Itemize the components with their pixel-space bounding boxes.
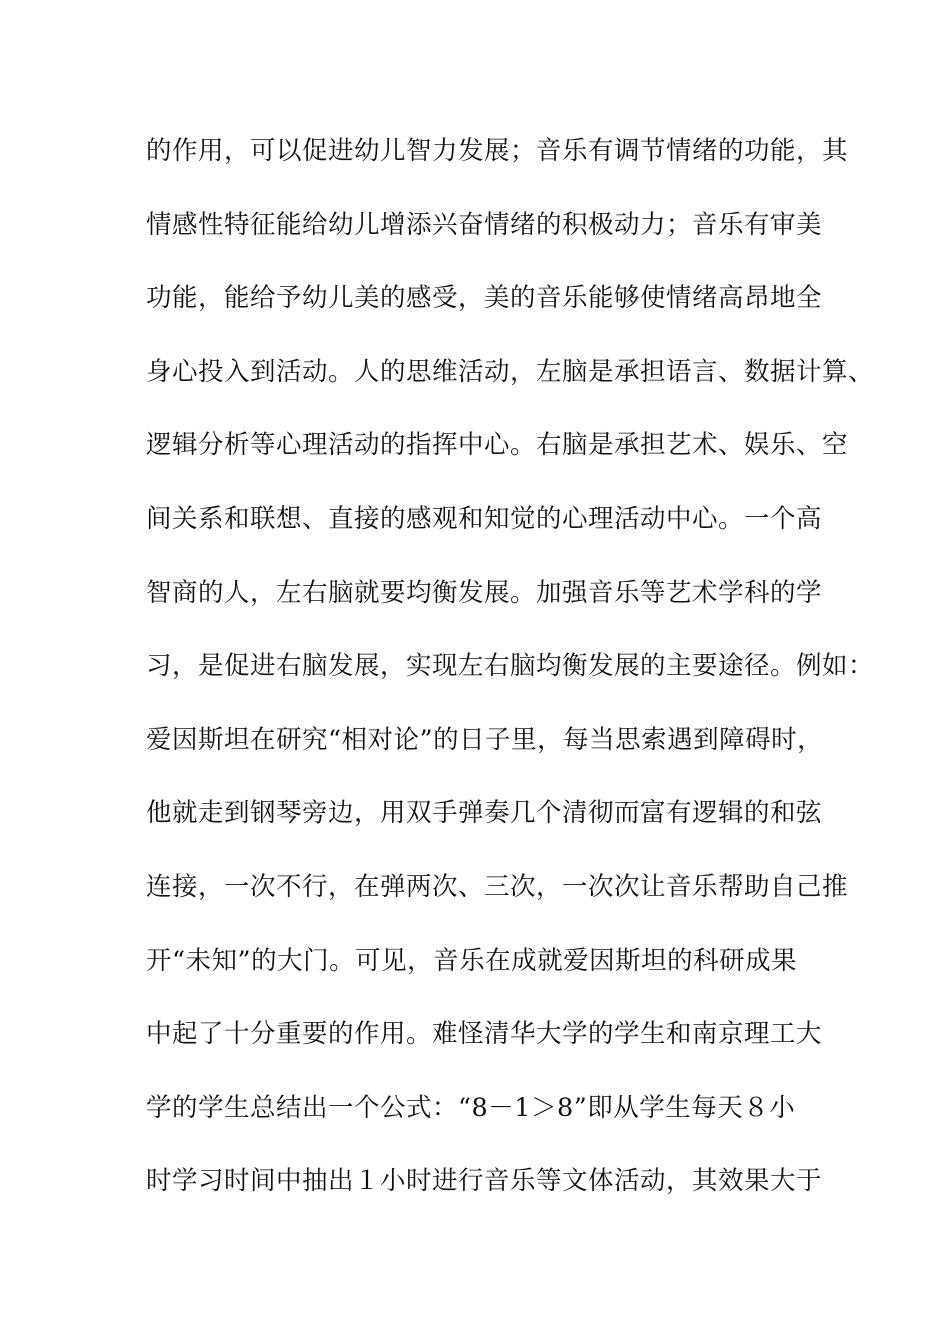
text-line: 间关系和联想、直接的感观和知觉的心理活动中心。一个高 (146, 503, 823, 534)
text-line: 身心投入到活动。人的思维活动，左脑是承担语言、数据计算、 (146, 356, 875, 387)
text-line: 功能，能给予幼儿美的感受，美的音乐能够使情绪高昂地全 (146, 283, 823, 314)
text-line: 学的学生总结出一个公式：“8－1＞8”即从学生每天８小 (146, 1092, 796, 1123)
text-line: 情感性特征能给幼儿增添兴奋情绪的积极动力；音乐有审美 (146, 209, 823, 240)
text-line: 的作用，可以促进幼儿智力发展；音乐有调节情绪的功能，其 (146, 136, 849, 166)
text-line: 中起了十分重要的作用。难怪清华大学的学生和南京理工大 (146, 1019, 823, 1050)
body-text (146, 125, 875, 1229)
text-line: 开“未知”的大门。可见，音乐在成就爱因斯坦的科研成果 (146, 945, 798, 976)
text-line: 智商的人，左右脑就要均衡发展。加强音乐等艺术学科的学 (146, 577, 823, 608)
text-line: 逻辑分析等心理活动的指挥中心。右脑是承担艺术、娱乐、空 (146, 430, 849, 461)
text-line: 时学习时间中抽出１小时进行音乐等文体活动，其效果大于 (146, 1166, 823, 1197)
text-line: 连接，一次不行，在弹两次、三次，一次次让音乐帮助自己推 (146, 871, 849, 902)
text-line: 习，是促进右脑发展，实现左右脑均衡发展的主要途径。例如： (146, 651, 875, 682)
text-line: 爱因斯坦在研究“相对论”的日子里，每当思索遇到障碍时， (146, 724, 824, 755)
text-line: 他就走到钢琴旁边，用双手弹奏几个清彻而富有逻辑的和弦 (146, 798, 823, 829)
